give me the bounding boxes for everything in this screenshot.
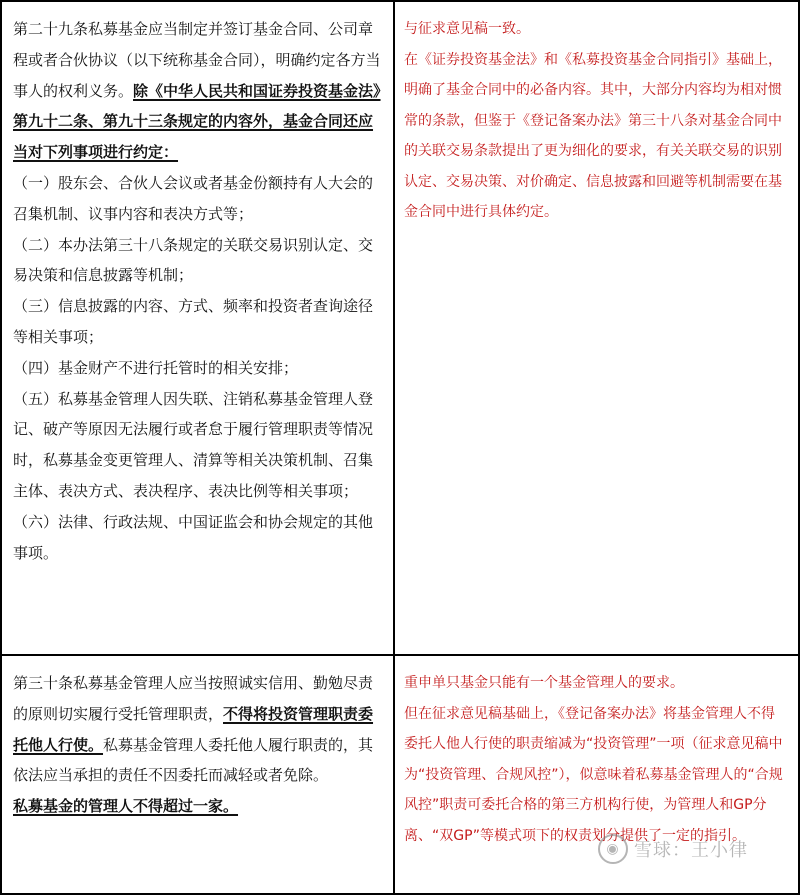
list-item: （二）本办法第三十八条规定的关联交易识别认定、交易决策和信息披露等机制； [13, 235, 374, 285]
snowball-logo-icon: ◉ [598, 834, 628, 864]
list-item: （四）基金财产不进行托管时的相关安排； [13, 358, 299, 377]
watermark [598, 834, 748, 864]
commentary-29-cell [394, 1, 799, 655]
list-item: （三）信息披露的内容、方式、频率和投资者查询途径等相关事项； [13, 297, 374, 346]
list-item: （一）股东会、合伙人会议或者基金份额持有人大会的召集机制、议事内容和表决方式等； [13, 173, 374, 223]
commentary-29-p2: 在《证券投资基金法》和《私募投资基金合同指引》基础上，明确了基金合同中的必备内容。其中，大部分内容均为相对惯常的条款，但鉴于《登记备案办法》第三十八条对基金合同中的关联交易条款提出了更为细化的要求，有关关联交易的识别认定、交易决策、对价确定、信息披露和回避等机制需要在基金合同中进行具体约定。 [404, 51, 782, 220]
watermark-text: 雪球：王小律 [634, 840, 748, 861]
article-30-last-emphasis: 私募基金的管理人不得超过一家。 [13, 797, 239, 816]
table-row [1, 1, 799, 655]
article-30-last [13, 791, 385, 822]
article-29-emphasis: 除《中华人民共和国证券投资基金法》第九十二条、第九十三条规定的内容外，基金合同还应当对下列事项进行约定： [13, 81, 381, 162]
article-30-text [13, 668, 385, 791]
commentary-29-p1: 与征求意见稿一致。 [404, 21, 530, 37]
article-30-emphasis: 不得将投资管理职责委托他人行使。 [13, 704, 374, 754]
list-item: （六）法律、行政法规、中国证监会和协会规定的其他事项。 [13, 512, 374, 562]
article-30-rest: 私募基金管理人委托他人履行职责的，其依法应当承担的责任不因委托而减轻或者免除。 [13, 735, 374, 785]
article-30-cell [1, 655, 394, 894]
article-30-intro: 第三十条私募基金管理人应当按照诚实信用、勤勉尽责的原则切实履行受托管理职责， [13, 674, 374, 723]
article-29-intro-text: 第二十九条私募基金应当制定并签订基金合同、公司章程或者合伙协议（以下统称基金合同），明确约定各方当事人的权利义务。 [13, 20, 381, 100]
commentary-30-p2: 但在征求意见稿基础上，《登记备案办法》将基金管理人不得委托人他人行使的职责缩减为“投资管理”一项（征求意见稿中为“投资管理、合规风控”），似意味着私募基金管理人的“合规风控”职责可委托合格的第三方机构行使，为管理人和GP分离、“双GP”等模式项下的权责划分提供了一定的指引。 [404, 705, 783, 844]
article-29-intro [13, 14, 385, 168]
list-item: （五）私募基金管理人因失联、注销私募基金管理人登记、破产等原因无法履行或者怠于履行管理职责等情况时，私募基金变更管理人、清算等相关决策机制、召集主体、表决方式、表决程序、表决比例等相关事项； [13, 389, 374, 500]
commentary-30-p1: 重申单只基金只能有一个基金管理人的要求。 [404, 675, 684, 691]
article-29-cell [1, 1, 394, 655]
